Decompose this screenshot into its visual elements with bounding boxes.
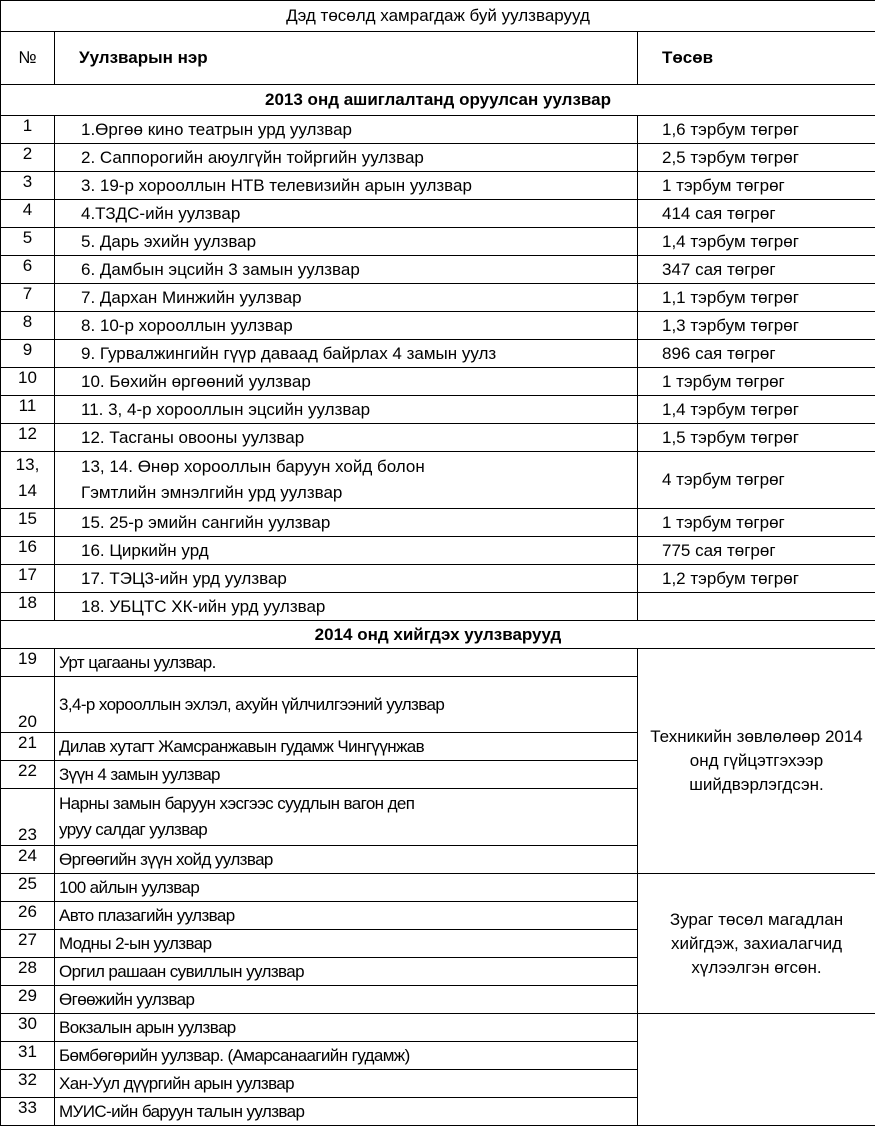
table-row [1,284,875,312]
row-number: 20 [1,677,55,733]
row-number: 10 [1,368,55,396]
budget: 1,5 тэрбум төгрөг [638,424,875,452]
row-number: 9 [1,340,55,368]
intersection-name: Вокзалын арын уулзвар [55,1014,638,1042]
table-caption: Дэд төсөлд хамрагдаж буй уулзварууд [1,1,875,32]
header-name: Уулзварын нэр [55,32,638,85]
intersection-name: Зүүн 4 замын уулзвар [55,761,638,789]
table-row [1,452,875,509]
section-2014-title: 2014 онд хийгдэх уулзварууд [1,621,875,649]
row-number: 7 [1,284,55,312]
budget: 347 сая төгрөг [638,256,875,284]
budget: 1 тэрбум төгрөг [638,368,875,396]
row-number: 15 [1,509,55,537]
budget: 4 тэрбум төгрөг [638,452,875,509]
budget: 1,6 тэрбум төгрөг [638,116,875,144]
intersection-name: 10. Бөхийн өргөөний уулзвар [55,368,638,396]
table-row [1,312,875,340]
budget: 1,3 тэрбум төгрөг [638,312,875,340]
intersection-name: Оргил рашаан сувиллын уулзвар [55,958,638,986]
section-2013-title: 2013 онд ашиглалтанд оруулсан уулзвар [1,85,875,116]
intersection-name: Бөмбөгөрийн уулзвар. (Амарсанаагийн гудамж) [55,1042,638,1070]
row-number: 18 [1,593,55,621]
intersection-name: Өгөөжийн уулзвар [55,986,638,1014]
table-row [1,116,875,144]
intersection-name: 6. Дамбын эцсийн 3 замын уулзвар [55,256,638,284]
intersection-name: 2. Саппорогийн аюулгүйн тойргийн уулзвар [55,144,638,172]
intersection-name: 16. Циркийн урд [55,537,638,565]
budget: 1,2 тэрбум төгрөг [638,565,875,593]
row-number: 31 [1,1042,55,1070]
row-number: 24 [1,846,55,874]
table-row [1,368,875,396]
note-design-approved: Зураг төсөл магадлан хийгдэж, захиалагчид хүлээлгэн өгсөн. [638,874,875,1014]
intersection-name: 9. Гурвалжингийн гүүр даваад байрлах 4 замын уулз [55,340,638,368]
intersection-name: Хан-Уул дүүргийн арын уулзвар [55,1070,638,1098]
budget: 414 сая төгрөг [638,200,875,228]
header-cost: Төсөв [638,32,875,85]
intersection-name: 1.Өргөө кино театрын урд уулзвар [55,116,638,144]
header-no: № [1,32,55,85]
intersection-name: Урт цагааны уулзвар. [55,649,638,677]
table-row [1,396,875,424]
row-number: 3 [1,172,55,200]
row-number: 13, 14 [1,452,55,509]
budget: 1,4 тэрбум төгрөг [638,396,875,424]
table-row [1,537,875,565]
table-row [1,144,875,172]
intersection-name: 18. УБЦТС ХК-ийн урд уулзвар [55,593,638,621]
table-row [1,340,875,368]
row-number: 23 [1,789,55,846]
table-row [1,649,875,677]
table-row [1,509,875,537]
intersection-name: 15. 25-р эмийн сангийн уулзвар [55,509,638,537]
intersection-name: 100 айлын уулзвар [55,874,638,902]
budget [638,593,875,621]
row-number: 5 [1,228,55,256]
row-number: 11 [1,396,55,424]
table-row [1,228,875,256]
row-number: 4 [1,200,55,228]
intersection-name: 17. ТЭЦ3-ийн урд уулзвар [55,565,638,593]
row-number: 17 [1,565,55,593]
note-technical-council: Техникийн зөвлөлөөр 2014 онд гүйцэтгэхээр шийдвэрлэгдсэн. [638,649,875,874]
row-number: 33 [1,1098,55,1126]
row-number: 29 [1,986,55,1014]
row-number: 27 [1,930,55,958]
row-number: 26 [1,902,55,930]
intersection-name: 11. 3, 4-р хорооллын эцсийн уулзвар [55,396,638,424]
row-number: 30 [1,1014,55,1042]
budget: 2,5 тэрбум төгрөг [638,144,875,172]
intersection-name: 3. 19-р хорооллын НТВ телевизийн арын уулзвар [55,172,638,200]
row-number: 12 [1,424,55,452]
row-number: 28 [1,958,55,986]
intersection-name: 3,4-р хорооллын эхлэл, ахуйн үйлчилгээний уулзвар [55,677,638,733]
intersection-name: 8. 10-р хорооллын уулзвар [55,312,638,340]
table-row [1,593,875,621]
row-number: 6 [1,256,55,284]
row-number: 1 [1,116,55,144]
intersection-name: МУИС-ийн баруун талын уулзвар [55,1098,638,1126]
row-number: 8 [1,312,55,340]
table-row [1,200,875,228]
row-number: 22 [1,761,55,789]
intersection-name: Модны 2-ын уулзвар [55,930,638,958]
budget: 1 тэрбум төгрөг [638,509,875,537]
table-row [1,256,875,284]
budget: 1,1 тэрбум төгрөг [638,284,875,312]
row-number: 16 [1,537,55,565]
row-number: 21 [1,733,55,761]
row-number: 2 [1,144,55,172]
empty-note-cell [638,1014,875,1126]
intersection-name: 13, 14. Өнөр хорооллын баруун хойд болон Гэмтлийн эмнэлгийн урд уулзвар [55,452,638,509]
intersection-name: Өргөөгийн зүүн хойд уулзвар [55,846,638,874]
budget: 1,4 тэрбум төгрөг [638,228,875,256]
table-row [1,172,875,200]
intersection-name: 7. Дархан Минжийн уулзвар [55,284,638,312]
budget: 775 сая төгрөг [638,537,875,565]
intersection-name: 5. Дарь эхийн уулзвар [55,228,638,256]
intersection-name: Авто плазагийн уулзвар [55,902,638,930]
row-number: 32 [1,1070,55,1098]
intersection-name: Нарны замын баруун хэсгээс суудлын вагон деп уруу салдаг уулзвар [55,789,638,846]
intersection-name: 4.ТЗДС-ийн уулзвар [55,200,638,228]
table-row [1,424,875,452]
table-row [1,874,875,902]
budget: 896 сая төгрөг [638,340,875,368]
intersection-name: 12. Тасганы овооны уулзвар [55,424,638,452]
row-number: 25 [1,874,55,902]
row-number: 19 [1,649,55,677]
table-row [1,1014,875,1042]
budget: 1 тэрбум төгрөг [638,172,875,200]
intersection-name: Дилав хутагт Жамсранжавын гудамж Чингүүнжав [55,733,638,761]
table-row [1,565,875,593]
